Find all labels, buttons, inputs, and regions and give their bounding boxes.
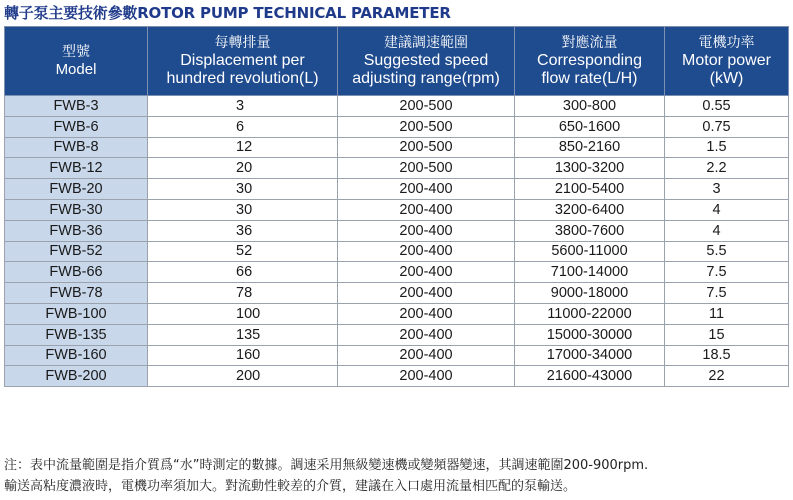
cell-speed-range: 200-400: [338, 345, 515, 366]
cell-model: FWB-6: [5, 116, 148, 137]
cell-flow-rate: 15000-30000: [515, 324, 665, 345]
header-model-en: Model: [55, 60, 97, 78]
header-displacement-zh: 每轉排量: [214, 34, 271, 51]
footnote-line-1: 注：表中流量範圍是指介質爲“水”時測定的數據。調速采用無級變速機或變頻器變速，其調速範圍200-900rpm.: [4, 458, 649, 473]
cell-speed-range: 200-500: [338, 96, 515, 117]
table-header-row: [5, 27, 789, 96]
cell-model: FWB-3: [5, 96, 148, 117]
table-row: [5, 220, 789, 241]
cell-model: FWB-36: [5, 220, 148, 241]
cell-motor-power: 7.5: [665, 283, 789, 304]
cell-speed-range: 200-400: [338, 220, 515, 241]
table-row: [5, 366, 789, 387]
cell-displacement: 135: [148, 324, 338, 345]
cell-speed-range: 200-400: [338, 199, 515, 220]
cell-flow-rate: 300-800: [515, 96, 665, 117]
cell-flow-rate: 17000-34000: [515, 345, 665, 366]
cell-model: FWB-52: [5, 241, 148, 262]
header-speed: [338, 27, 515, 96]
cell-flow-rate: 21600-43000: [515, 366, 665, 387]
cell-motor-power: 11: [665, 303, 789, 324]
header-displacement-en2: hundred revolution(L): [166, 69, 319, 87]
header-speed-zh: 建議調速範圍: [384, 34, 468, 51]
cell-motor-power: 5.5: [665, 241, 789, 262]
cell-flow-rate: 3200-6400: [515, 199, 665, 220]
cell-motor-power: 15: [665, 324, 789, 345]
cell-motor-power: 22: [665, 366, 789, 387]
cell-model: FWB-135: [5, 324, 148, 345]
cell-speed-range: 200-400: [338, 303, 515, 324]
cell-speed-range: 200-500: [338, 116, 515, 137]
header-flow-en2: flow rate(L/H): [541, 69, 638, 87]
table-row: [5, 303, 789, 324]
cell-displacement: 30: [148, 199, 338, 220]
cell-speed-range: 200-400: [338, 324, 515, 345]
cell-model: FWB-200: [5, 366, 148, 387]
table-row: [5, 262, 789, 283]
table-row: [5, 345, 789, 366]
cell-displacement: 100: [148, 303, 338, 324]
cell-displacement: 66: [148, 262, 338, 283]
table-row: [5, 241, 789, 262]
header-model: [5, 27, 148, 96]
table-row: [5, 116, 789, 137]
cell-displacement: 12: [148, 137, 338, 158]
cell-flow-rate: 9000-18000: [515, 283, 665, 304]
footnote: [4, 455, 790, 497]
cell-flow-rate: 650-1600: [515, 116, 665, 137]
header-model-zh: 型號: [62, 43, 90, 60]
cell-displacement: 52: [148, 241, 338, 262]
cell-displacement: 6: [148, 116, 338, 137]
cell-flow-rate: 11000-22000: [515, 303, 665, 324]
cell-model: FWB-30: [5, 199, 148, 220]
table-row: [5, 137, 789, 158]
cell-speed-range: 200-400: [338, 241, 515, 262]
cell-displacement: 30: [148, 179, 338, 200]
cell-speed-range: 200-400: [338, 179, 515, 200]
cell-displacement: 160: [148, 345, 338, 366]
cell-motor-power: 4: [665, 199, 789, 220]
cell-displacement: 20: [148, 158, 338, 179]
table-row: [5, 199, 789, 220]
table-row: [5, 324, 789, 345]
table-row: [5, 283, 789, 304]
header-displacement-en1: Displacement per: [180, 51, 305, 69]
header-displacement: [148, 27, 338, 96]
cell-motor-power: 7.5: [665, 262, 789, 283]
cell-displacement: 3: [148, 96, 338, 117]
cell-motor-power: 2.2: [665, 158, 789, 179]
parameter-table: [4, 26, 789, 387]
cell-model: FWB-8: [5, 137, 148, 158]
table-body: [5, 96, 789, 387]
cell-motor-power: 4: [665, 220, 789, 241]
cell-displacement: 200: [148, 366, 338, 387]
table-row: [5, 179, 789, 200]
cell-motor-power: 3: [665, 179, 789, 200]
header-flow-zh: 對應流量: [561, 34, 618, 51]
header-flow: [515, 27, 665, 96]
cell-model: FWB-78: [5, 283, 148, 304]
header-speed-en2: adjusting range(rpm): [352, 69, 500, 87]
header-power: [665, 27, 789, 96]
cell-flow-rate: 5600-11000: [515, 241, 665, 262]
cell-speed-range: 200-500: [338, 158, 515, 179]
footnote-line-2: 輸送高粘度濃液時，電機功率須加大。對流動性較差的介質，建議在入口處用流量相匹配的泵輸送。: [4, 479, 577, 494]
header-power-en2: (kW): [709, 69, 744, 87]
cell-displacement: 36: [148, 220, 338, 241]
cell-flow-rate: 1300-3200: [515, 158, 665, 179]
page-title: 轉子泵主要技術參數ROTOR PUMP TECHNICAL PARAMETER: [4, 4, 451, 22]
cell-motor-power: 1.5: [665, 137, 789, 158]
header-speed-en1: Suggested speed: [363, 51, 489, 69]
cell-flow-rate: 3800-7600: [515, 220, 665, 241]
cell-speed-range: 200-500: [338, 137, 515, 158]
header-power-en1: Motor power: [682, 51, 771, 69]
cell-speed-range: 200-400: [338, 283, 515, 304]
table-row: [5, 158, 789, 179]
cell-model: FWB-66: [5, 262, 148, 283]
table-row: [5, 96, 789, 117]
cell-model: FWB-20: [5, 179, 148, 200]
cell-flow-rate: 850-2160: [515, 137, 665, 158]
cell-motor-power: 0.55: [665, 96, 789, 117]
header-power-zh: 電機功率: [698, 34, 755, 51]
cell-motor-power: 18.5: [665, 345, 789, 366]
cell-motor-power: 0.75: [665, 116, 789, 137]
cell-speed-range: 200-400: [338, 366, 515, 387]
cell-speed-range: 200-400: [338, 262, 515, 283]
cell-model: FWB-100: [5, 303, 148, 324]
cell-model: FWB-12: [5, 158, 148, 179]
cell-flow-rate: 7100-14000: [515, 262, 665, 283]
cell-model: FWB-160: [5, 345, 148, 366]
header-flow-en1: Corresponding: [537, 51, 642, 69]
cell-displacement: 78: [148, 283, 338, 304]
cell-flow-rate: 2100-5400: [515, 179, 665, 200]
